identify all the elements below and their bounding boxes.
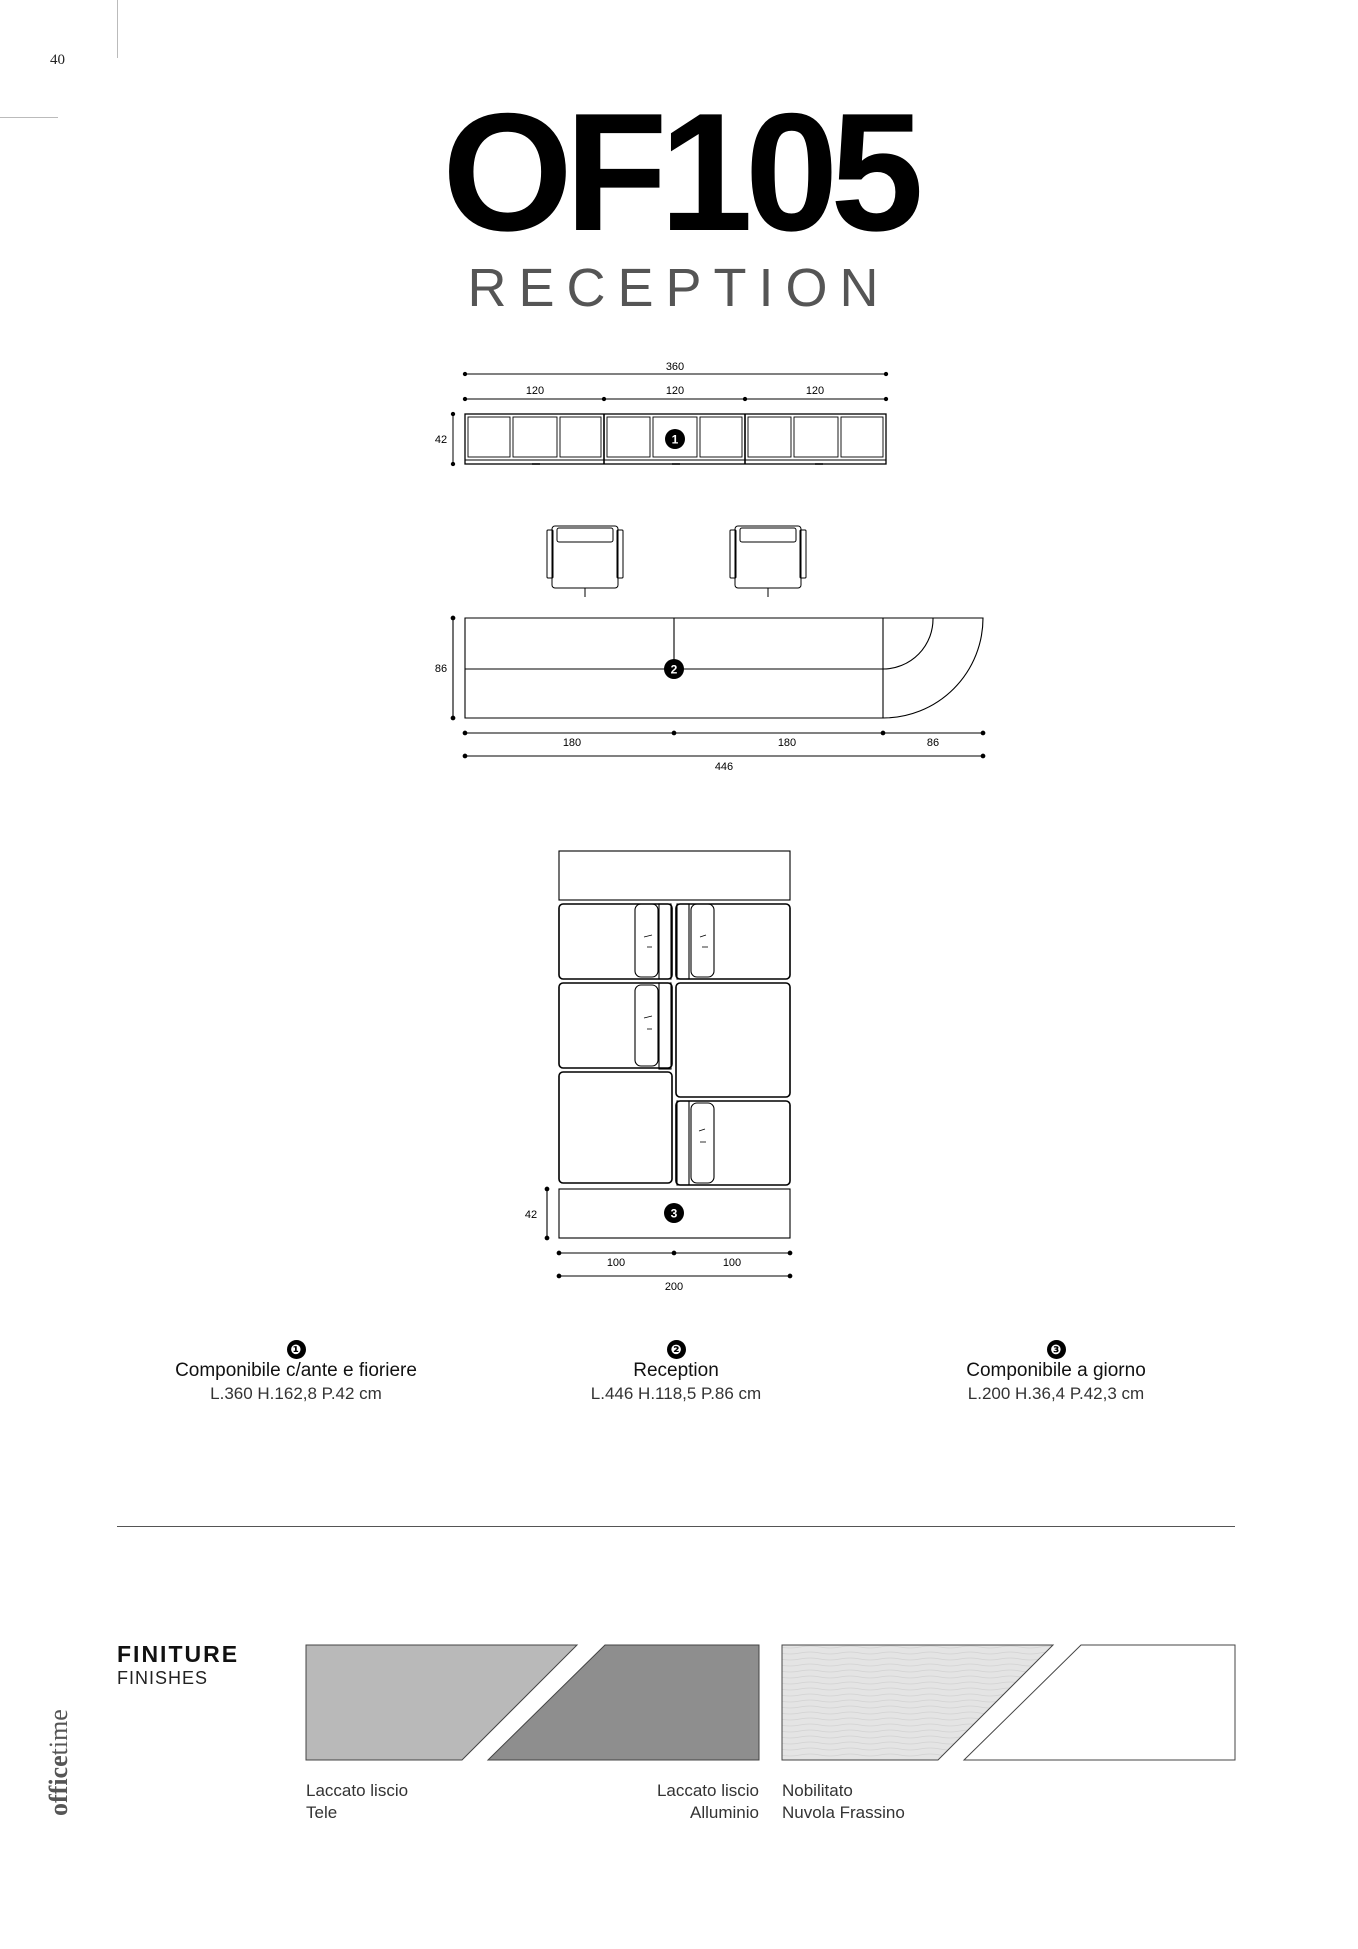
item-badge-3-number: 3 bbox=[670, 1206, 678, 1221]
finish-label-line1: Nobilitato bbox=[782, 1781, 853, 1800]
armchair-right bbox=[730, 526, 806, 597]
finish-label-tele bbox=[306, 1780, 408, 1824]
item-badge-2: ❷ bbox=[667, 1340, 686, 1359]
item-name: Componibile a giorno bbox=[966, 1360, 1146, 1381]
item-badge-1-number: 1 bbox=[671, 432, 679, 447]
item-name: Componibile c/ante e fioriere bbox=[175, 1360, 417, 1381]
finishes-heading: FINITURE bbox=[117, 1641, 240, 1667]
armchair-left bbox=[547, 526, 623, 597]
finishes-subheading: FINISHES bbox=[117, 1668, 209, 1688]
finish-label-line1: Laccato liscio bbox=[656, 1781, 759, 1800]
page-title: OF105 bbox=[442, 78, 916, 266]
dim-label-half: 100 bbox=[722, 1257, 742, 1269]
dim-label-depth: 42 bbox=[434, 434, 448, 446]
drawing-seating-composition-labels bbox=[525, 1203, 741, 1293]
swatch-laccato-alluminio bbox=[488, 1645, 759, 1760]
finish-label-line2: Alluminio bbox=[690, 1803, 759, 1822]
swatch-nobilitato-nuvola-frassino bbox=[782, 1645, 1053, 1760]
dim-label-half: 100 bbox=[606, 1257, 626, 1269]
item-dimensions: L.200 H.36,4 P.42,3 cm bbox=[967, 1384, 1145, 1403]
dim-label-depth: 42 bbox=[524, 1209, 538, 1221]
finish-label-alluminio bbox=[559, 1780, 759, 1824]
drawing-armchairs bbox=[547, 526, 806, 597]
item-badge-2-number: 2 bbox=[670, 662, 678, 677]
page-subtitle: RECEPTION bbox=[467, 258, 891, 318]
dim-label-depth: 86 bbox=[434, 663, 448, 675]
finish-label-nuvola-frassino bbox=[782, 1780, 905, 1824]
item-dimensions: L.360 H.162,8 P.42 cm bbox=[210, 1384, 382, 1403]
drawing-reception-desk bbox=[453, 618, 983, 756]
dim-label-module: 120 bbox=[525, 385, 545, 397]
dim-label-overall: 200 bbox=[664, 1281, 684, 1293]
item-dimensions: L.446 H.118,5 P.86 cm bbox=[590, 1384, 762, 1403]
item-description-2 bbox=[476, 1340, 876, 1404]
brand-logo bbox=[40, 1710, 80, 1820]
finish-label-line1: Laccato liscio bbox=[306, 1781, 409, 1800]
finish-label-line2: Nuvola Frassino bbox=[782, 1803, 905, 1822]
page-number: 40 bbox=[50, 52, 65, 68]
dim-label-overall: 360 bbox=[665, 361, 685, 373]
brand-logo-bold: office bbox=[44, 1755, 73, 1816]
dim-label-overall: 446 bbox=[714, 761, 734, 773]
section-divider bbox=[117, 1526, 1235, 1527]
finish-label-line2: Tele bbox=[306, 1803, 338, 1822]
swatch-laccato-tele bbox=[306, 1645, 577, 1760]
swatch-white bbox=[964, 1645, 1235, 1760]
item-badge-1: ❶ bbox=[287, 1340, 306, 1359]
dim-label-segment: 86 bbox=[926, 737, 940, 749]
dim-label-module: 120 bbox=[665, 385, 685, 397]
dim-label-segment: 180 bbox=[562, 737, 582, 749]
brand-logo-regular: time bbox=[44, 1709, 73, 1756]
dim-label-segment: 180 bbox=[777, 737, 797, 749]
item-name: Reception bbox=[633, 1360, 719, 1381]
item-description-1 bbox=[96, 1340, 496, 1404]
item-description-3 bbox=[856, 1340, 1256, 1404]
dim-label-module: 120 bbox=[805, 385, 825, 397]
item-badge-3: ❸ bbox=[1047, 1340, 1066, 1359]
